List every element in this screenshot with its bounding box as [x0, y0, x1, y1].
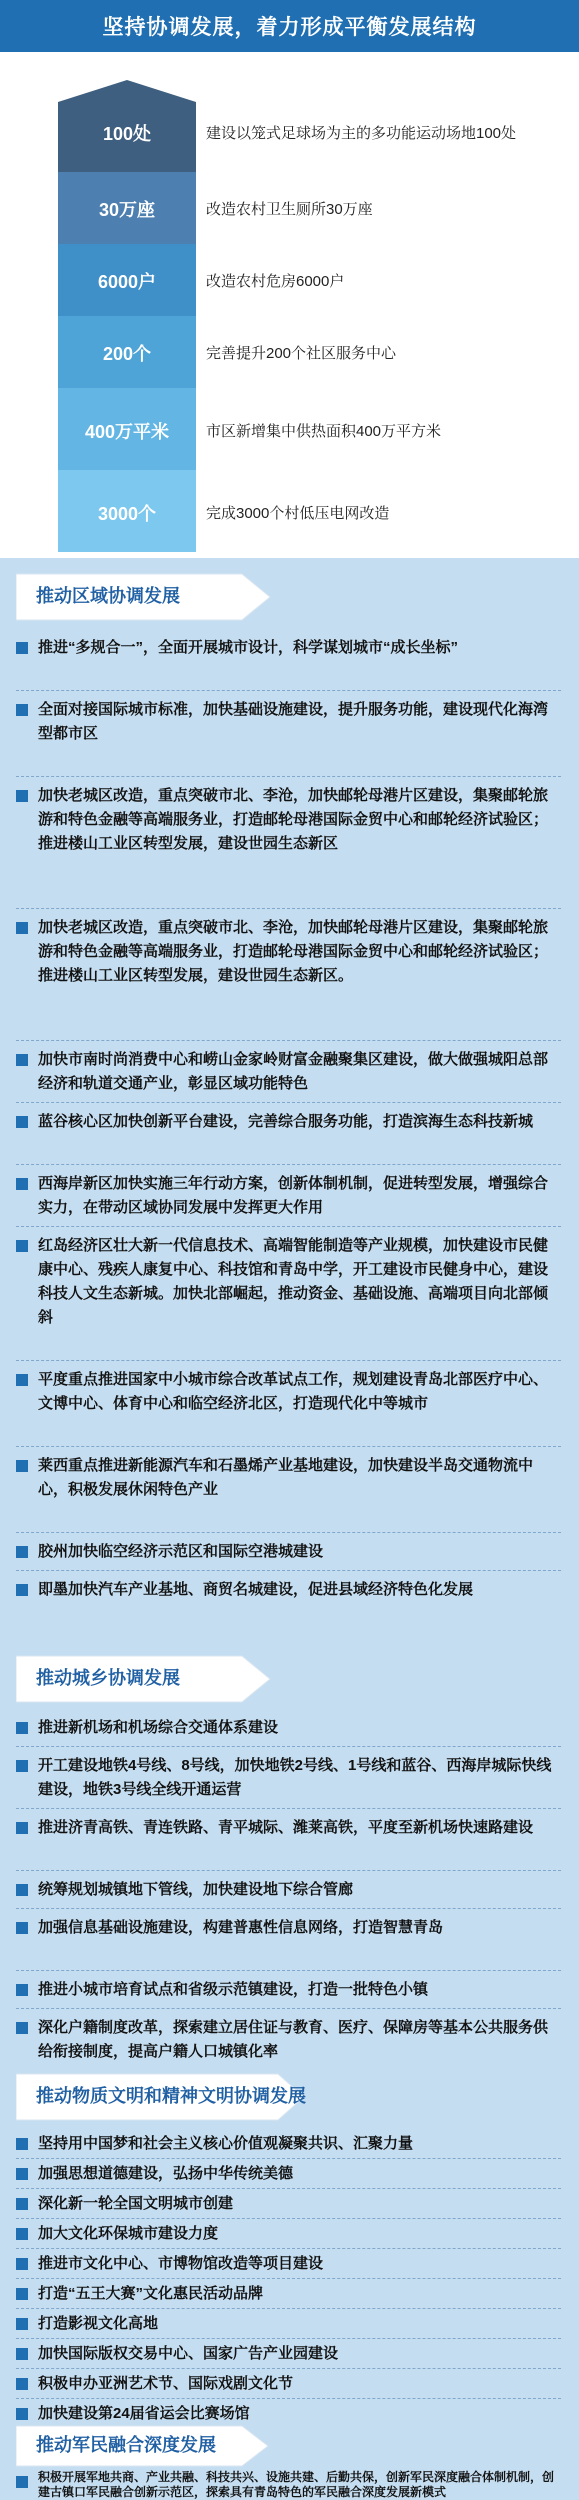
stat-description: 完善提升200个社区服务中心 [206, 345, 397, 362]
divider [16, 908, 561, 909]
bullet-square-icon [16, 2198, 28, 2210]
list-item: 加大文化环保城市建设力度 [16, 2222, 561, 2246]
stat-value: 200个 [102, 344, 152, 364]
list-item: 西海岸新区加快实施三年行动方案，创新体制机制，促进转型发展，增强综合实力，在带动区域协同发展中发挥更大作用 [16, 1172, 561, 1220]
list-item: 推进市文化中心、市博物馆改造等项目建设 [16, 2252, 561, 2276]
divider [16, 1532, 561, 1533]
divider [16, 1870, 561, 1871]
list-item: 红岛经济区壮大新一代信息技术、高端智能制造等产业规模，加快建设市民健康中心、残疾人康复中心、科技馆和青岛中学，开工建设市民健身中心，建设科技人文生态新城。加快北部崛起，推动资金、基础设施、高端项目向北部倾斜 [16, 1234, 561, 1330]
divider [16, 1908, 561, 1909]
bullet-square-icon [16, 1584, 28, 1596]
bullet-square-icon [16, 2408, 28, 2420]
bullet-square-icon [16, 2476, 28, 2488]
section-heading: 推动物质文明和精神文明协调发展 [36, 2086, 306, 2107]
divider [16, 1360, 561, 1361]
stat-description: 完成3000个村低压电网改造 [206, 505, 390, 522]
divider [16, 1746, 561, 1747]
section-heading-ribbon [16, 2070, 306, 2124]
list-item: 加快老城区改造，重点突破市北、李沧，加快邮轮母港片区建设，集聚邮轮旅游和特色金融等高端服务业，打造邮轮母港国际金贸中心和邮轮经济试验区；推进楼山工业区转型发展，建设世园生态新区。 [16, 916, 561, 988]
bullet-square-icon [16, 2348, 28, 2360]
divider [16, 2398, 561, 2399]
list-item: 推进“多规合一”，全面开展城市设计，科学谋划城市“成长坐标” [16, 636, 561, 660]
section-heading: 推动城乡协调发展 [36, 1668, 180, 1689]
bullet-square-icon [16, 1116, 28, 1128]
stats-arrow [58, 80, 196, 552]
bullet-square-icon [16, 1822, 28, 1834]
divider [16, 1570, 561, 1571]
section-heading: 推动军民融合深度发展 [36, 2435, 216, 2456]
page-title: 坚持协调发展，着力形成平衡发展结构 [102, 16, 477, 39]
stat-description: 改造农村危房6000户 [206, 273, 345, 290]
bullet-square-icon [16, 1374, 28, 1386]
list-item: 深化新一轮全国文明城市创建 [16, 2192, 561, 2216]
list-item: 开工建设地铁4号线、8号线，加快地铁2号线、1号线和蓝谷、西海岸城际快线建设，地铁3号线全线开通运营 [16, 1754, 561, 1802]
divider [16, 2218, 561, 2219]
list-item: 打造“五王大赛”文化惠民活动品牌 [16, 2282, 561, 2306]
bullet-square-icon [16, 2258, 28, 2270]
list-item: 全面对接国际城市标准，加快基础设施建设，提升服务功能，建设现代化海湾型都市区 [16, 698, 561, 746]
list-item: 坚持用中国梦和社会主义核心价值观凝聚共识、汇聚力量 [16, 2132, 561, 2156]
list-item: 加强信息基础设施建设，构建普惠性信息网络，打造智慧青岛 [16, 1916, 561, 1940]
bullet-square-icon [16, 1760, 28, 1772]
divider [16, 690, 561, 691]
list-item: 即墨加快汽车产业基地、商贸名城建设，促进县域经济特色化发展 [16, 1578, 561, 1602]
section-heading-ribbon [16, 570, 272, 624]
header-banner [0, 0, 579, 52]
list-item: 积极申办亚洲艺术节、国际戏剧文化节 [16, 2372, 561, 2396]
stat-value: 6000户 [97, 272, 157, 292]
list-item: 加快老城区改造，重点突破市北、李沧，加快邮轮母港片区建设，集聚邮轮旅游和特色金融等高端服务业，打造邮轮母港国际金贸中心和邮轮经济试验区；推进楼山工业区转型发展，建设世园生态新区 [16, 784, 561, 856]
list-item: 加强思想道德建设，弘扬中华传统美德 [16, 2162, 561, 2186]
divider [16, 2308, 561, 2309]
bullet-square-icon [16, 1178, 28, 1190]
bullet-square-icon [16, 922, 28, 934]
bullet-square-icon [16, 1240, 28, 1252]
divider [16, 1808, 561, 1809]
divider [16, 2008, 561, 2009]
list-item: 蓝谷核心区加快创新平台建设，完善综合服务功能，打造滨海生态科技新城 [16, 1110, 561, 1134]
list-item: 莱西重点推进新能源汽车和石墨烯产业基地建设，加快建设半岛交通物流中心，积极发展休闲特色产业 [16, 1454, 561, 1502]
bullet-square-icon [16, 1884, 28, 1896]
stat-value: 400万平米 [84, 422, 170, 442]
section-heading: 推动区域协调发展 [36, 586, 180, 607]
stat-description: 建设以笼式足球场为主的多功能运动场地100处 [206, 125, 517, 142]
list-item: 积极开展军地共商、产业共融、科技共兴、设施共建、后勤共保，创新军民深度融合体制机制，创建古镇口军民融合创新示范区，探索具有青岛特色的军民融合深度发展新模式 [16, 2470, 561, 2500]
list-item: 打造影视文化高地 [16, 2312, 561, 2336]
divider [16, 1446, 561, 1447]
stat-value: 30万座 [98, 200, 156, 220]
arrow-graphic [58, 80, 196, 552]
list-item: 推进新机场和机场综合交通体系建设 [16, 1716, 561, 1740]
divider [16, 1040, 561, 1041]
bullet-square-icon [16, 2288, 28, 2300]
bullet-square-icon [16, 704, 28, 716]
stat-description: 改造农村卫生厕所30万座 [206, 201, 373, 218]
bullet-square-icon [16, 1722, 28, 1734]
list-item: 加快建设第24届省运会比赛场馆 [16, 2402, 561, 2426]
divider [16, 2278, 561, 2279]
bullet-square-icon [16, 1054, 28, 1066]
list-item: 推进小城市培育试点和省级示范镇建设，打造一批特色小镇 [16, 1978, 561, 2002]
stat-description: 市区新增集中供热面积400万平方米 [206, 423, 442, 440]
divider [16, 1102, 561, 1103]
divider [16, 2158, 561, 2159]
section-heading-ribbon [16, 1652, 272, 1706]
bullet-square-icon [16, 2168, 28, 2180]
bullet-square-icon [16, 1546, 28, 1558]
bullet-square-icon [16, 1984, 28, 1996]
list-item: 平度重点推进国家中小城市综合改革试点工作，规划建设青岛北部医疗中心、文博中心、体育中心和临空经济北区，打造现代化中等城市 [16, 1368, 561, 1416]
list-item: 加快市南时尚消费中心和崂山金家岭财富金融聚集区建设，做大做强城阳总部经济和轨道交通产业，彰显区域功能特色 [16, 1048, 561, 1096]
divider [16, 776, 561, 777]
list-item: 加快国际版权交易中心、国家广告产业园建设 [16, 2342, 561, 2366]
divider [16, 2188, 561, 2189]
bullet-square-icon [16, 1460, 28, 1472]
divider [16, 2248, 561, 2249]
list-item: 深化户籍制度改革，探索建立居住证与教育、医疗、保障房等基本公共服务供给衔接制度，提高户籍人口城镇化率 [16, 2016, 561, 2064]
stat-value: 100处 [102, 124, 152, 144]
divider [16, 1164, 561, 1165]
list-item: 推进济青高铁、青连铁路、青平城际、潍莱高铁，平度至新机场快速路建设 [16, 1816, 561, 1840]
stat-value: 3000个 [97, 504, 157, 524]
bullet-square-icon [16, 2228, 28, 2240]
bullet-square-icon [16, 642, 28, 654]
bullet-square-icon [16, 2022, 28, 2034]
divider [16, 2368, 561, 2369]
divider [16, 1226, 561, 1227]
bullet-square-icon [16, 2318, 28, 2330]
bullet-square-icon [16, 790, 28, 802]
bullet-square-icon [16, 2138, 28, 2150]
stats-panel [0, 52, 579, 558]
list-item: 胶州加快临空经济示范区和国际空港城建设 [16, 1540, 561, 1564]
bullet-square-icon [16, 2378, 28, 2390]
divider [16, 1970, 561, 1971]
list-item: 统筹规划城镇地下管线，加快建设地下综合管廊 [16, 1878, 561, 1902]
bullet-square-icon [16, 1922, 28, 1934]
divider [16, 2338, 561, 2339]
